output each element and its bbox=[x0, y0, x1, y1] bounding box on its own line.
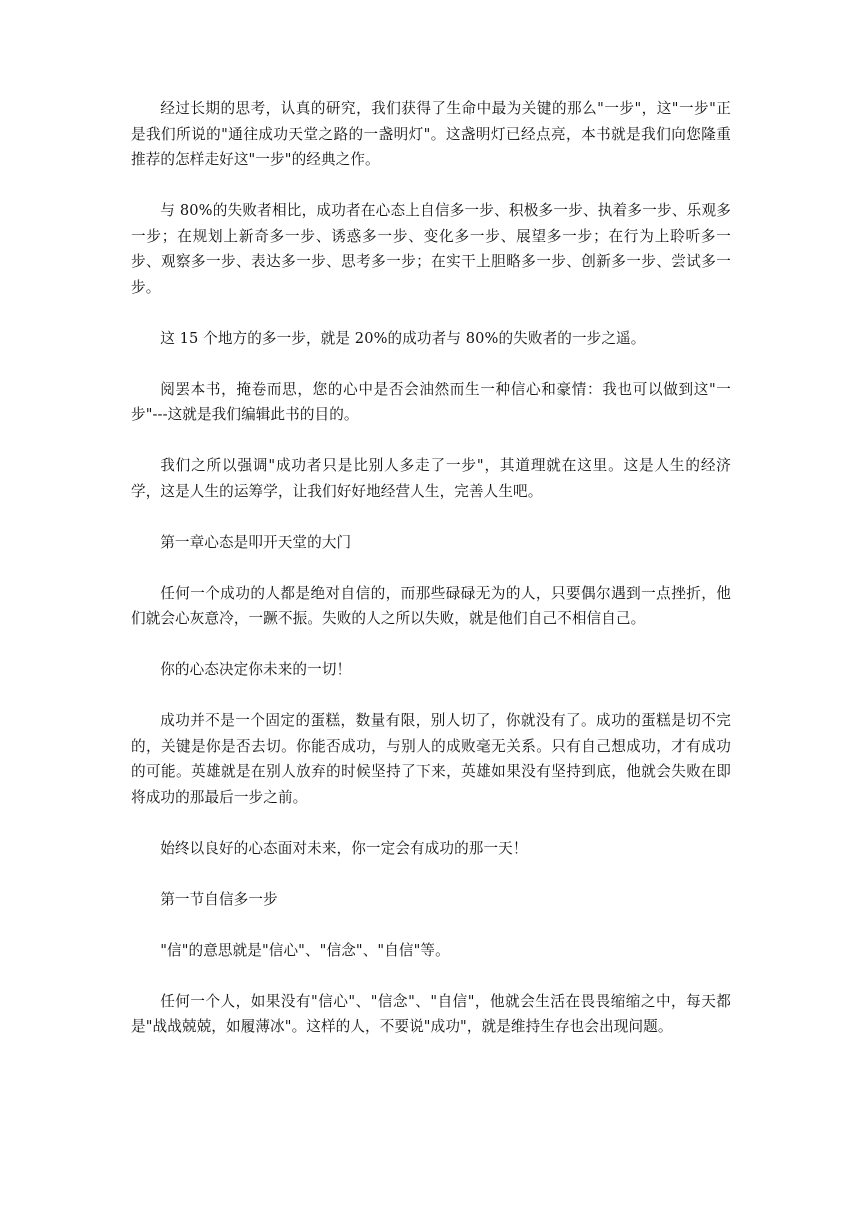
paragraph-intro-key-step: 经过长期的思考，认真的研究，我们获得了生命中最为关键的那么"一步"，这"一步"正是我们所说的"通往成功天堂之路的一盏明灯"。这盏明灯已经点亮，本书就是我们向您隆重推荐的怎样走好这"一步"的经典之作。 bbox=[131, 100, 731, 168]
paragraph-life-economics: 我们之所以强调"成功者只是比别人多走了一步"，其道理就在这里。这是人生的经济学，这是人生的运筹学，让我们好好地经营人生，完善人生吧。 bbox=[131, 457, 731, 500]
paragraph-fifteen-steps: 这 15 个地方的多一步，就是 20%的成功者与 80%的失败者的一步之遥。 bbox=[160, 329, 646, 347]
paragraph-book-purpose: 阅罢本书，掩卷而思，您的心中是否会油然而生一种信心和豪情：我也可以做到这"一步"---这就是我们编辑此书的目的。 bbox=[131, 380, 731, 423]
document-body bbox=[131, 96, 731, 1065]
paragraph-good-mindset: 始终以良好的心态面对未来，你一定会有成功的那一天！ bbox=[160, 839, 528, 857]
paragraph-meaning-of-xin: "信"的意思就是"信心"、"信念"、"自信"等。 bbox=[160, 941, 450, 959]
paragraph-success-vs-failure: 与 80%的失败者相比，成功者在心态上自信多一步、积极多一步、执着多一步、乐观多一步；在规划上新奇多一步、诱惑多一步、变化多一步、展望多一步；在行为上聆听多一步、观察多一步、表达多一步、思考多一步；在实干上胆略多一步、创新多一步、尝试多一步。 bbox=[131, 202, 731, 296]
paragraph-without-confidence: 任何一个人，如果没有"信心"、"信念"、"自信"，他就会生活在畏畏缩缩之中，每天都是"战战兢兢，如履薄冰"。这样的人，不要说"成功"，就是维持生存也会出现问题。 bbox=[131, 992, 731, 1035]
chapter-heading: 第一章心态是叩开天堂的大门 bbox=[160, 533, 352, 551]
paragraph-mindset-decides: 你的心态决定你未来的一切！ bbox=[160, 661, 352, 678]
section-heading: 第一节自信多一步 bbox=[160, 890, 278, 908]
paragraph-confidence: 任何一个成功的人都是绝对自信的，而那些碌碌无为的人，只要偶尔遇到一点挫折，他们就会心灰意冷，一蹶不振。失败的人之所以失败，就是他们自己不相信自己。 bbox=[131, 584, 731, 627]
paragraph-success-cake: 成功并不是一个固定的蛋糕，数量有限，别人切了，你就没有了。成功的蛋糕是切不完的，关键是你是否去切。你能否成功，与别人的成败毫无关系。只有自己想成功，才有成功的可能。英雄就是在别人放弃的时候坚持了下来，英雄如果没有坚持到底，他就会失败在即将成功的那最后一步之前。 bbox=[131, 712, 731, 806]
